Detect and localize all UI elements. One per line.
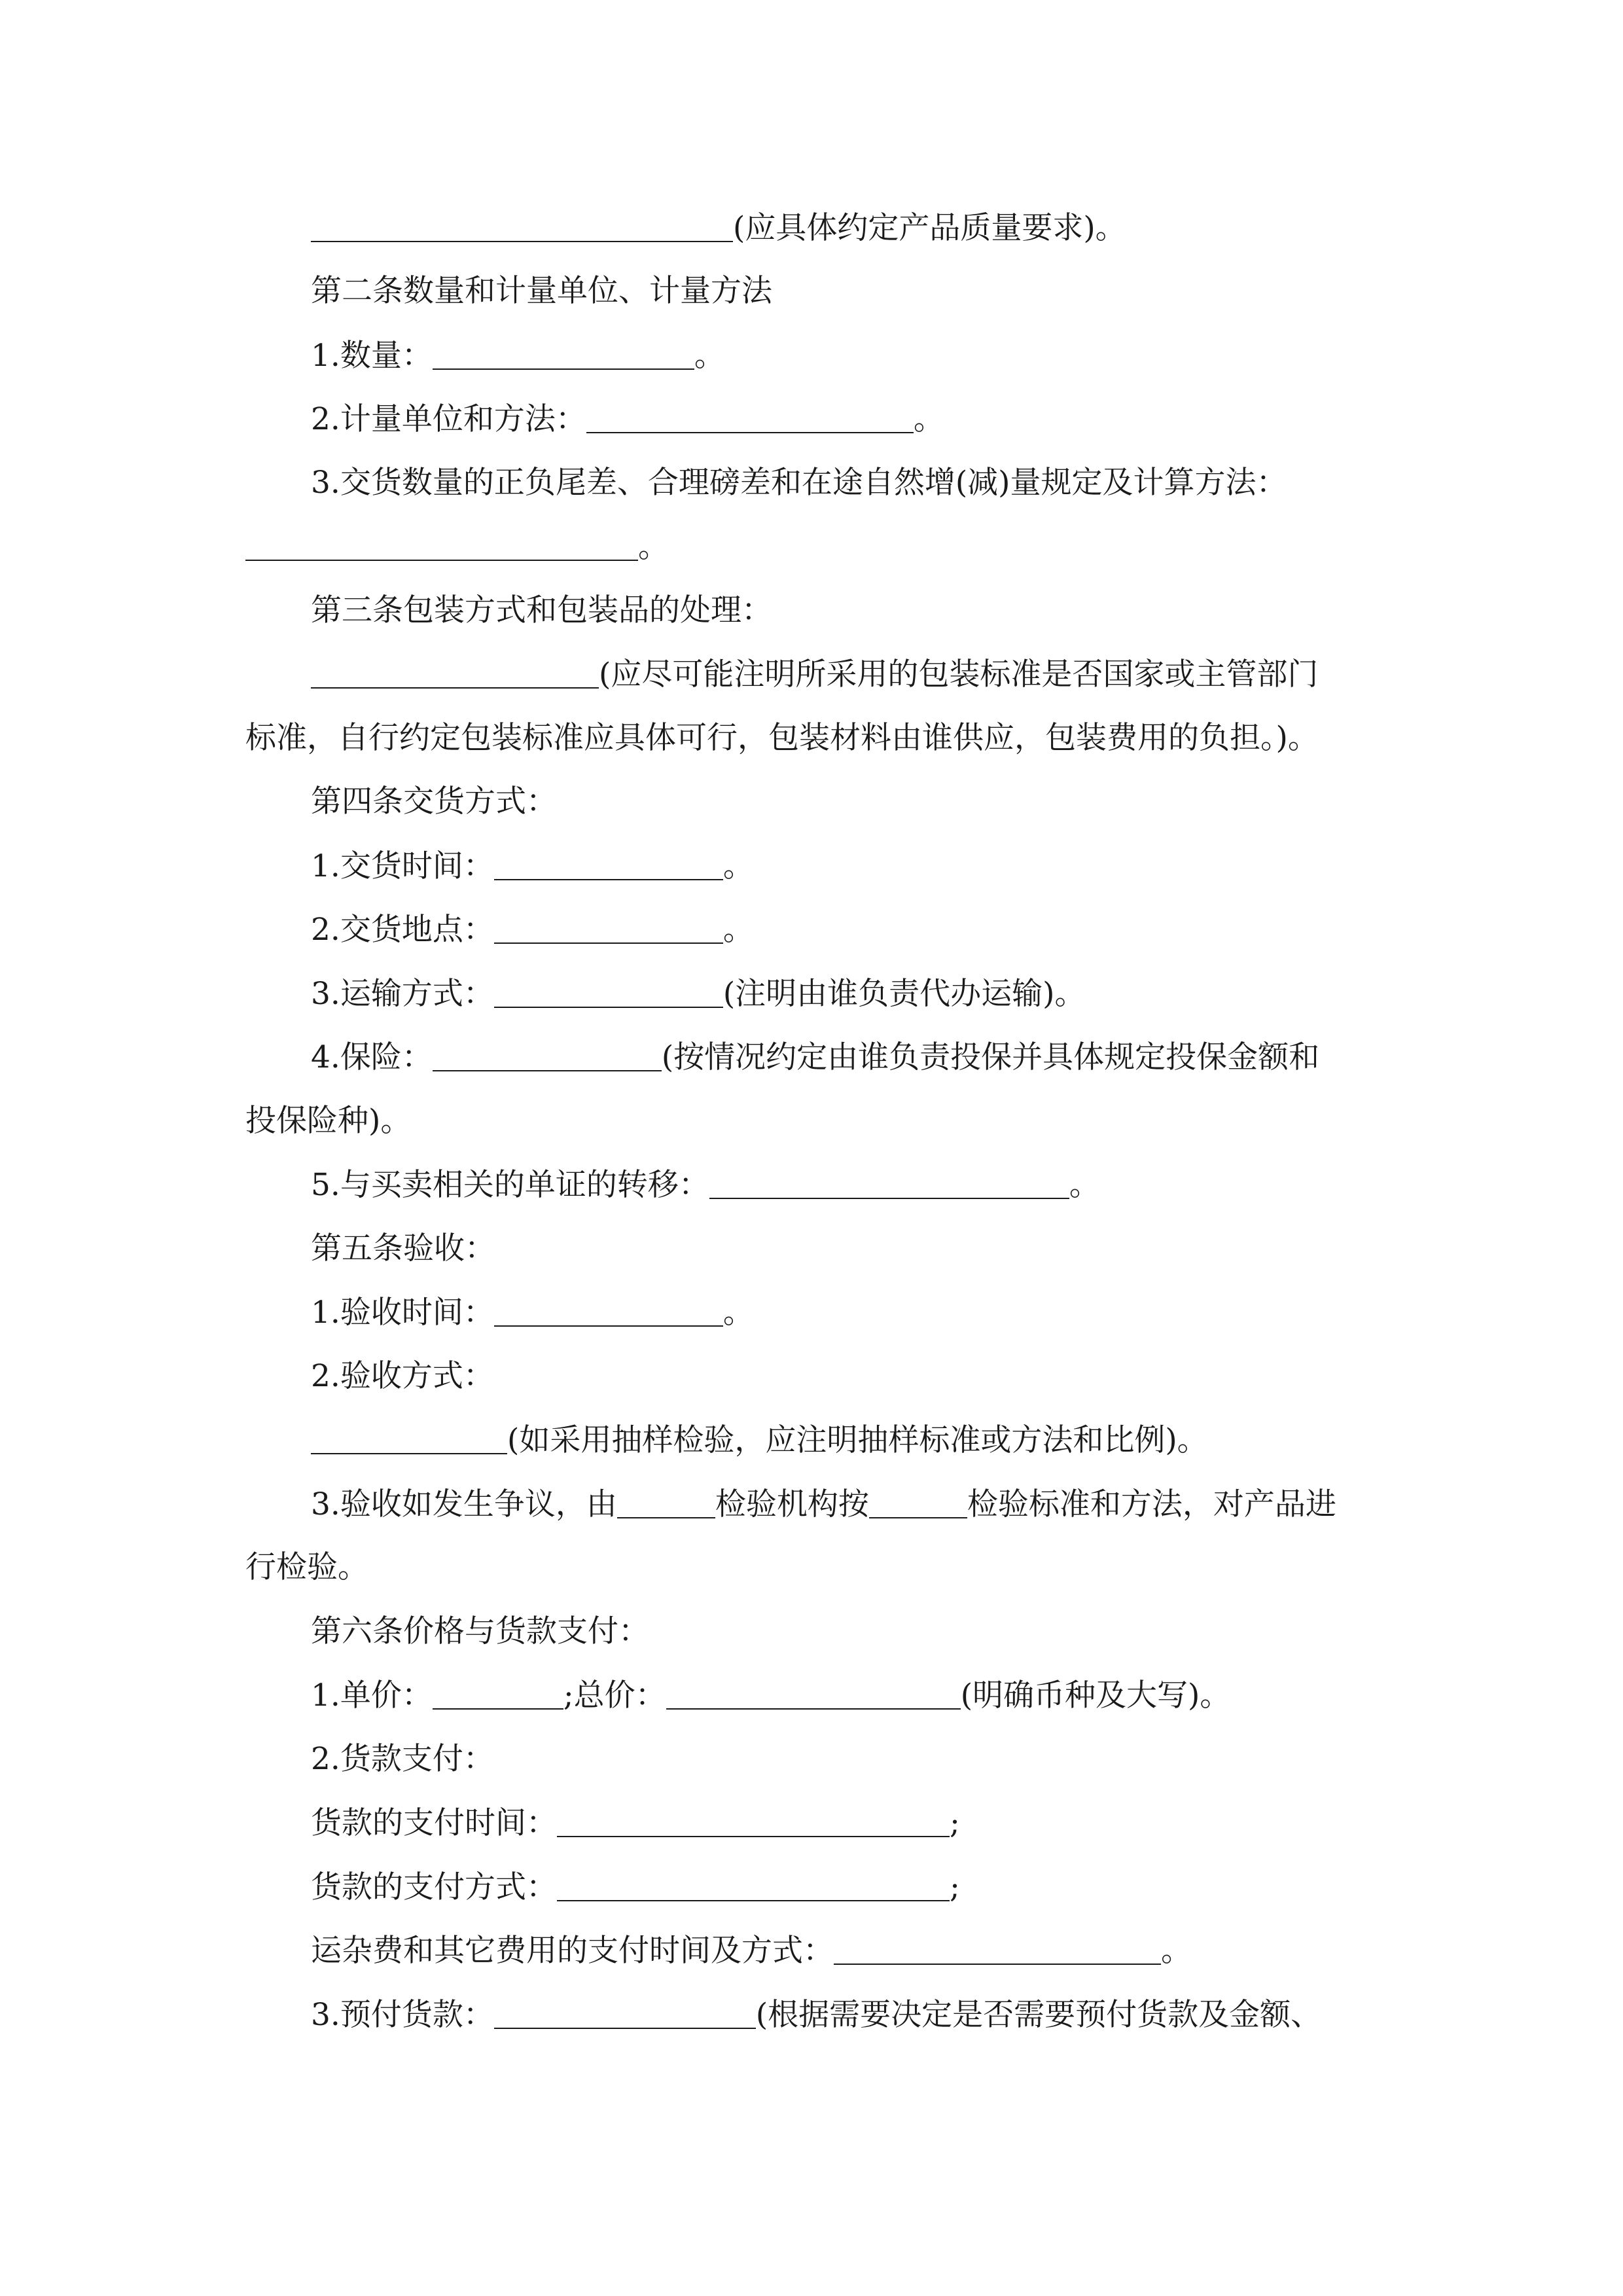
line-text: ;	[950, 1869, 960, 1905]
fill-in-blank[interactable]	[557, 1867, 950, 1901]
line-text: 。	[694, 338, 725, 374]
fill-in-blank[interactable]	[311, 1420, 507, 1454]
line-text: 。	[638, 529, 669, 565]
line-text: 4.保险：	[311, 1039, 433, 1075]
line-text: 第四条交货方式：	[311, 783, 557, 819]
document-line	[311, 1165, 1100, 1205]
document-line	[311, 1612, 649, 1651]
document-line	[311, 974, 1086, 1014]
line-text: (根据需要决定是否需要预付货款及金额、	[755, 1997, 1322, 2033]
document-line	[311, 272, 772, 311]
document-line	[311, 655, 1318, 694]
line-text: 3.验收如发生争议，由	[311, 1486, 617, 1522]
line-text: 1.交货时间：	[311, 848, 494, 884]
document-line	[311, 1867, 960, 1907]
line-text: 标准，自行约定包装标准应具体可行，包装材料由谁供应，包装费用的负担。)。	[245, 720, 1319, 756]
fill-in-blank[interactable]	[494, 1995, 756, 2029]
line-text: (按情况约定由谁负责投保并具体规定投保金额和	[661, 1039, 1320, 1075]
fill-in-blank[interactable]	[494, 910, 723, 944]
line-text: (如采用抽样检验，应注明抽样标准或方法和比例)。	[507, 1422, 1208, 1458]
document-line	[311, 591, 772, 630]
line-text: 5.与买卖相关的单证的转移：	[311, 1167, 709, 1203]
document-line	[311, 1357, 494, 1396]
document-line	[311, 336, 725, 376]
document-line	[311, 910, 754, 950]
document-line	[311, 1037, 1319, 1077]
document-line	[245, 1102, 411, 1141]
fill-in-blank[interactable]	[433, 1037, 662, 1071]
fill-in-blank[interactable]	[617, 1484, 715, 1518]
line-text: 检验标准和方法，对产品进	[967, 1486, 1336, 1522]
line-text: 运杂费和其它费用的支付时间及方式：	[311, 1933, 834, 1969]
document-line	[311, 846, 754, 886]
line-text: 2.货款支付：	[311, 1741, 494, 1777]
line-text: 。	[722, 912, 754, 948]
line-text: 第二条数量和计量单位、计量方法	[311, 273, 772, 309]
document-line	[311, 208, 1126, 248]
line-text: ;	[950, 1805, 960, 1841]
line-text: 2.验收方式：	[311, 1358, 494, 1394]
fill-in-blank[interactable]	[709, 1165, 1069, 1199]
document-line	[311, 782, 557, 821]
line-text: 。	[722, 848, 754, 884]
line-text: 行检验。	[245, 1549, 368, 1585]
fill-in-blank[interactable]	[433, 1676, 563, 1710]
line-text: 。	[1161, 1933, 1192, 1969]
line-text: 第三条包装方式和包装品的处理：	[311, 592, 772, 628]
line-text: (应具体约定产品质量要求)。	[733, 210, 1126, 246]
line-text: (明确币种及大写)。	[960, 1677, 1231, 1713]
fill-in-blank[interactable]	[494, 1293, 723, 1327]
line-text: 货款的支付方式：	[311, 1869, 557, 1905]
line-text: 。	[1069, 1167, 1100, 1203]
line-text: 投保险种)。	[245, 1103, 412, 1139]
line-text: 2.交货地点：	[311, 912, 494, 948]
document-line	[311, 1293, 754, 1333]
line-text: 第六条价格与货款支付：	[311, 1613, 649, 1649]
document-line	[311, 463, 1287, 503]
fill-in-blank[interactable]	[494, 846, 723, 880]
line-text: 2.计量单位和方法：	[311, 401, 586, 437]
document-line	[245, 527, 669, 567]
document-line	[245, 719, 1319, 758]
fill-in-blank[interactable]	[311, 655, 599, 689]
document-line	[311, 1931, 1192, 1971]
line-text: 1.数量：	[311, 338, 433, 374]
document-line	[245, 1548, 368, 1587]
fill-in-blank[interactable]	[666, 1676, 961, 1710]
document-line	[311, 1484, 1336, 1524]
document-line	[311, 1676, 1230, 1715]
fill-in-blank[interactable]	[834, 1931, 1161, 1965]
line-text: 检验机构按	[715, 1486, 869, 1522]
document-line	[311, 1420, 1208, 1460]
line-text: 3.预付货款：	[311, 1997, 494, 2033]
fill-in-blank[interactable]	[557, 1803, 950, 1837]
document-line	[311, 1803, 960, 1843]
fill-in-blank[interactable]	[869, 1484, 967, 1518]
document-line	[311, 1740, 494, 1779]
line-text: 货款的支付时间：	[311, 1805, 557, 1841]
fill-in-blank[interactable]	[494, 974, 723, 1008]
fill-in-blank[interactable]	[433, 336, 694, 370]
fill-in-blank[interactable]	[311, 208, 733, 242]
line-text: 3.运输方式：	[311, 976, 494, 1012]
document-line	[311, 399, 944, 439]
line-text: 。	[722, 1295, 754, 1331]
line-text: ;总价：	[563, 1677, 666, 1713]
document-line	[311, 1995, 1321, 2035]
line-text: 。	[913, 401, 944, 437]
line-text: 3.交货数量的正负尾差、合理磅差和在途自然增(减)量规定及计算方法：	[311, 465, 1287, 501]
line-text: 1.单价：	[311, 1677, 433, 1713]
line-text: (注明由谁负责代办运输)。	[722, 976, 1086, 1012]
document-line	[311, 1229, 495, 1268]
fill-in-blank[interactable]	[245, 527, 638, 561]
line-text: (应尽可能注明所采用的包装标准是否国家或主管部门	[599, 656, 1319, 692]
line-text: 第五条验收：	[311, 1230, 495, 1266]
fill-in-blank[interactable]	[586, 399, 914, 433]
line-text: 1.验收时间：	[311, 1295, 494, 1331]
